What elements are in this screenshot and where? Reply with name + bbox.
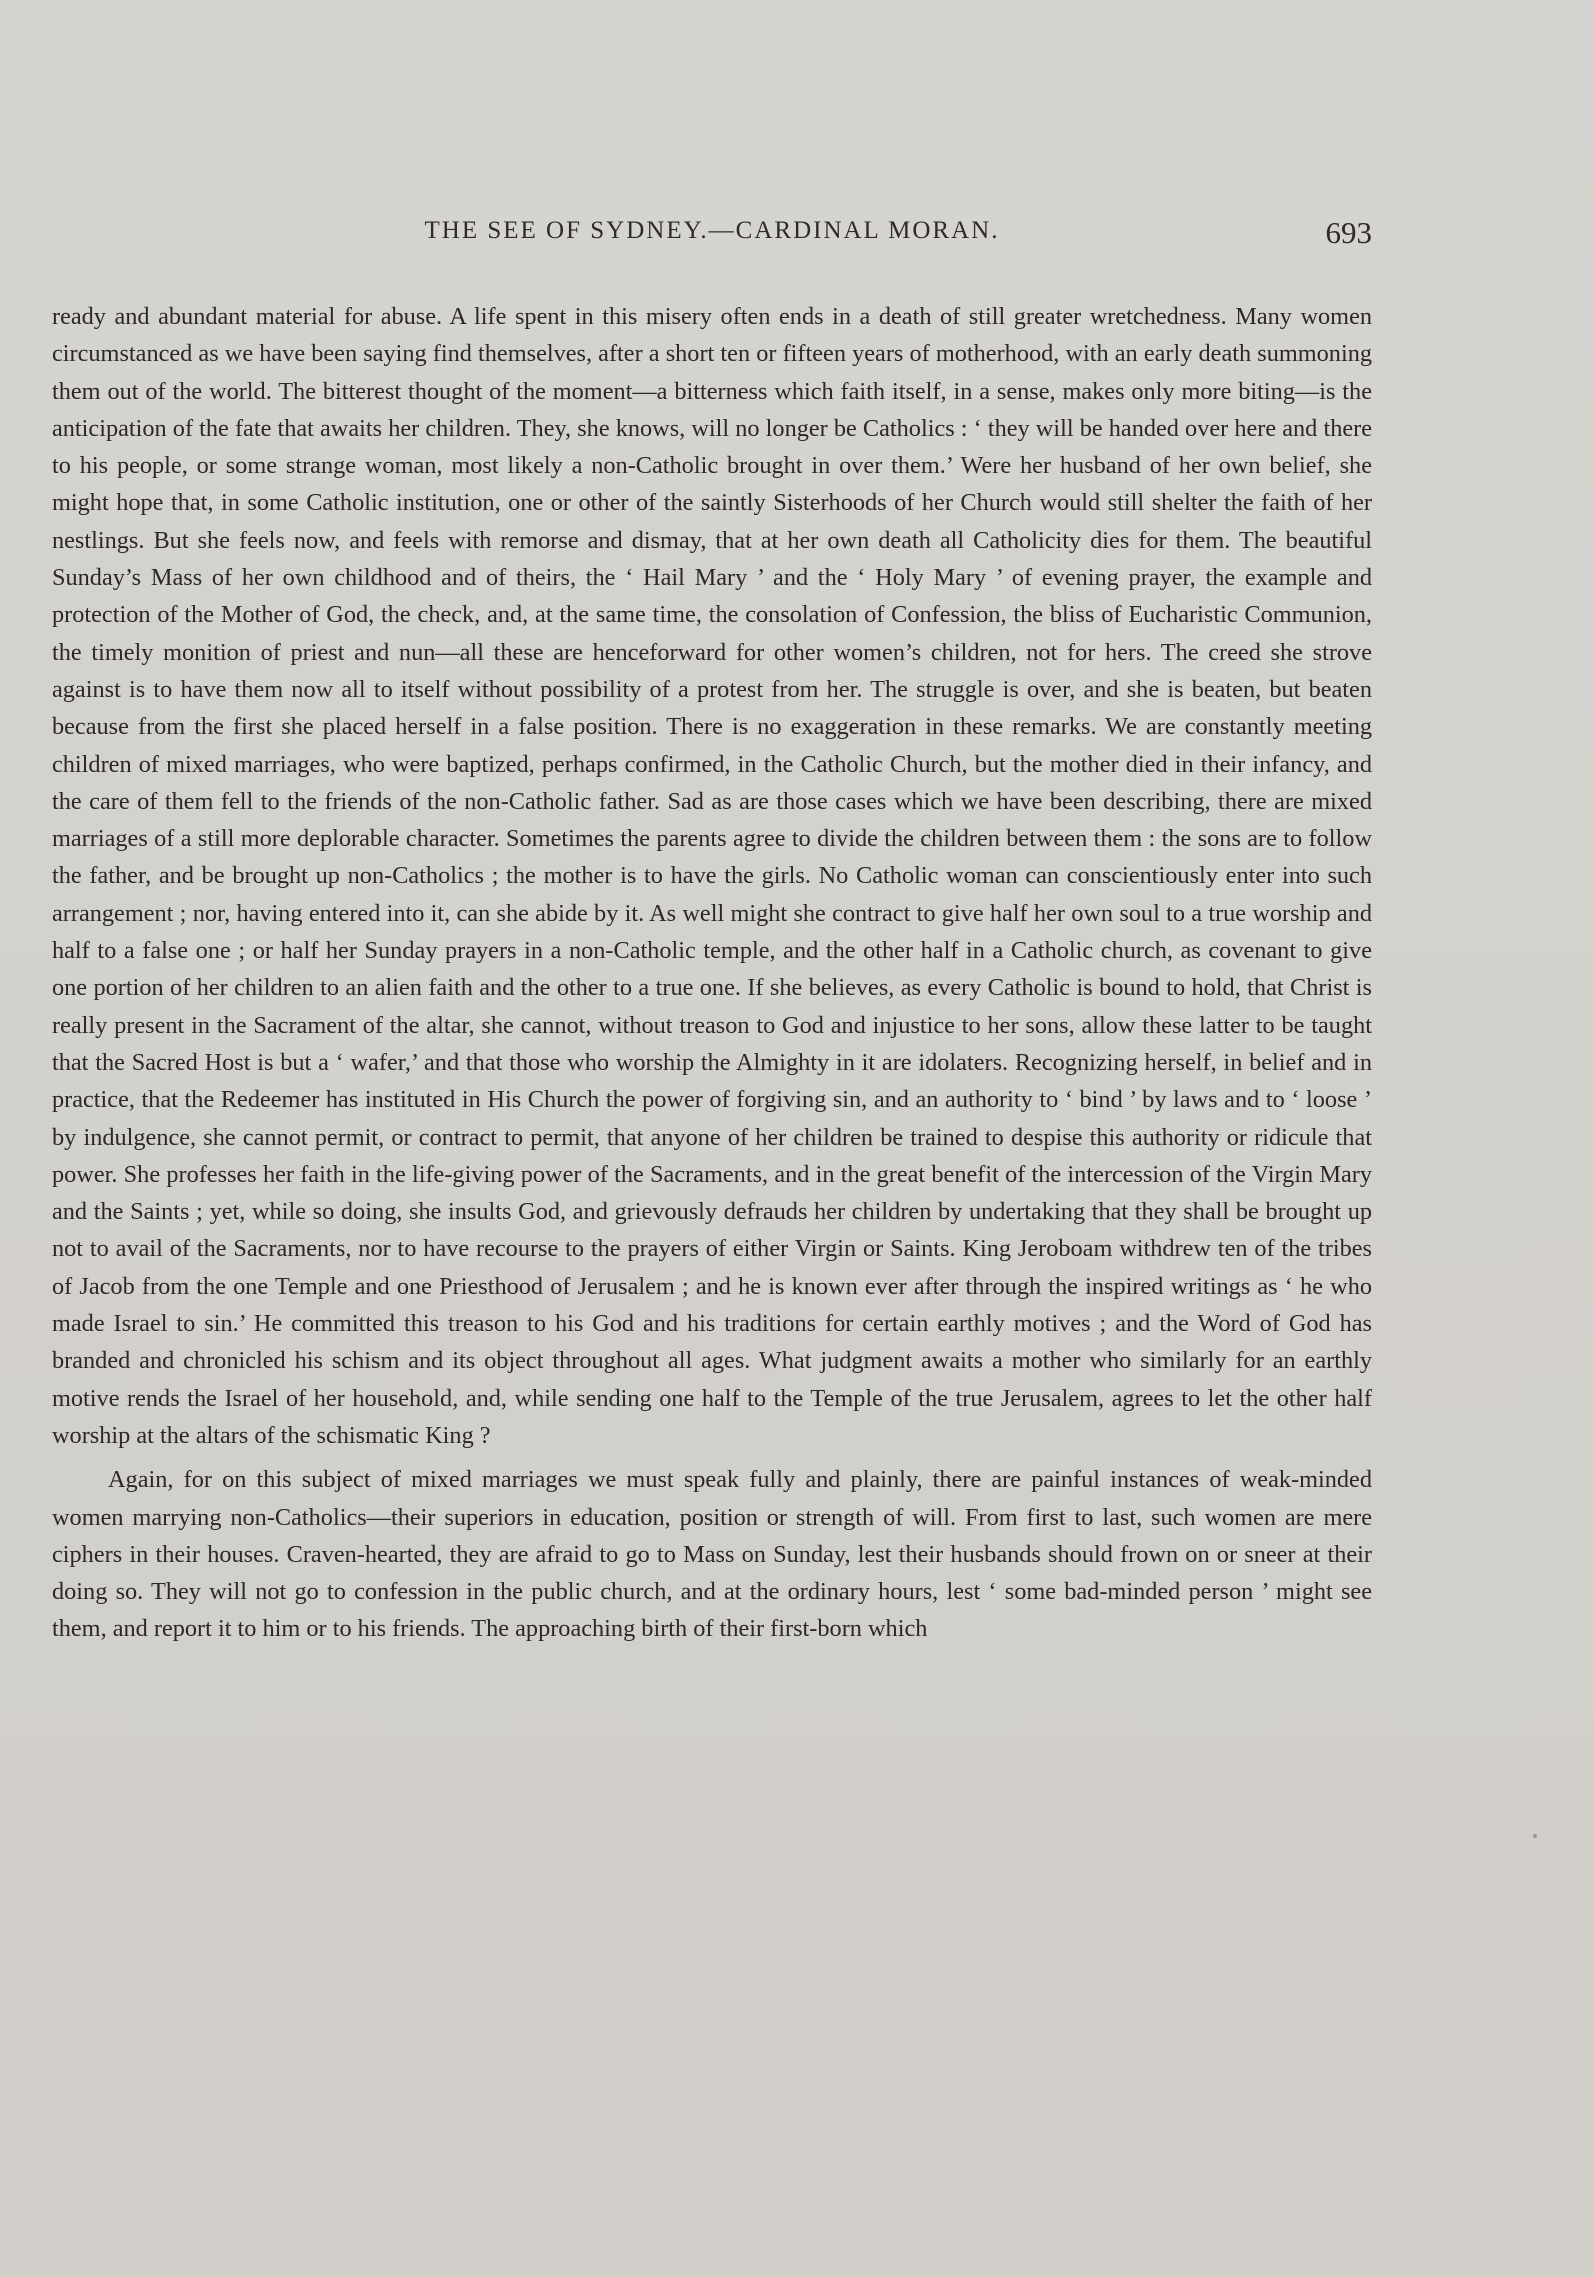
paragraph-continued: ready and abundant material for abuse. A life spent in this misery often ends in a death of still greater wretchedness. Many women circumstanced as we have been saying find themselves, after a short ten or fifteen years of motherhood, with an early death summoning them out of the world. The bitterest thought of the moment—a bitterness which faith itself, in a sense, makes only more biting—is the anticipation of the fate that awaits her children. They, she knows, will no longer be Catholics : ‘ they will be handed over here and there to his people, or some strange woman, most likely a non-Catholic brought in over them.’ Were her husband of her own belief, she might hope that, in some Catholic institution, one or other of the saintly Sisterhoods of her Church would still shelter the faith of her nestlings. But she feels now, and feels with remorse and dismay, that at her own death all Catholicity dies for them. The beautiful Sunday’s Mass of her own childhood and of theirs, the ‘ Hail Mary ’ and the ‘ Holy Mary ’ of evening prayer, the example and protection of the Mother of God, the check, and, at the same time, the consolation of Confession, the bliss of Eucharistic Communion, the timely monition of priest and nun—all these are henceforward for other women’s children, not for hers. The creed she strove against is to have them now all to itself without possibility of a protest from her. The struggle is over, and she is beaten, but beaten because from the first she placed herself in a false position. There is no exaggeration in these remarks. We are constantly meeting children of mixed marriages, who were baptized, perhaps confirmed, in the Catholic Church, but the mother died in their infancy, and the care of them fell to the friends of the non-Catholic father. Sad as are those cases which we have been describing, there are mixed marriages of a still more deplorable character. Sometimes the parents agree to divide the children between them : the sons are to follow the father, and be brought up non-Catholics ; the mother is to have the girls. No Catholic woman can conscientiously enter into such arrangement ; nor, having entered into it, can she abide by it. As well might she contract to give half her own soul to a true worship and half to a false one ; or half her Sunday prayers in a non-Catholic temple, and the other half in a Catholic church, as covenant to give one portion of her children to an alien faith and the other to a true one. If she believes, as every Catholic is bound to hold, that Christ is really present in the Sacrament of the altar, she cannot, without treason to God and injustice to her sons, allow these latter to be taught that the Sacred Host is but a ‘ wafer,’ and that those who worship the Almighty in it are idolaters. Recognizing herself, in belief and in practice, that the Redeemer has instituted in His Church the power of forgiving sin, and an authority to ‘ bind ’ by laws and to ‘ loose ’ by indulgence, she cannot permit, or contract to permit, that anyone of her children be trained to despise this authority or ridicule that power. She professes her faith in the life-giving power of the Sacraments, and in the great benefit of the intercession of the Virgin Mary and the Saints ; yet, while so doing, she insults God, and grievously defrauds her children by undertaking that they shall be brought up not to avail of the Sacraments, nor to have recourse to the prayers of either Virgin or Saints. King Jeroboam withdrew ten of the tribes of Jacob from the one Temple and one Priesthood of Jerusalem ; and he is known ever after through the inspired writings as ‘ he who made Israel to sin.’ He committed this treason to his God and his traditions for certain earthly motives ; and the Word of God has branded and chronicled his schism and its object throughout all ages. What judgment awaits a mother who similarly for an earthly motive rends the Israel of her household, and, while sending one half to the Temple of the true Jerusalem, agrees to let the other half worship at the altars of the schismatic King ? [52,303,1372,1449]
body-text [52,298,1372,1648]
running-header [52,215,1372,255]
paragraph-mixed-marriages: Again, for on this subject of mixed marriages we must speak fully and plainly, there are painful instances of weak-minded women marrying non-Catholics—their superiors in education, position or strength of will. From first to last, such women are mere ciphers in their houses. Craven-hearted, they are afraid to go to Mass on Sunday, lest their husbands should frown on or sneer at their doing so. They will not go to confession in the public church, and at the ordinary hours, lest ‘ some bad-minded person ’ might see them, and report it to him or to his friends. The approaching birth of their first-born which [52,1466,1372,1643]
running-title: THE SEE OF SYDNEY.—CARDINAL MORAN. [424,217,1000,244]
paper-speck [1533,1834,1537,1838]
page-number: 693 [1325,215,1372,250]
